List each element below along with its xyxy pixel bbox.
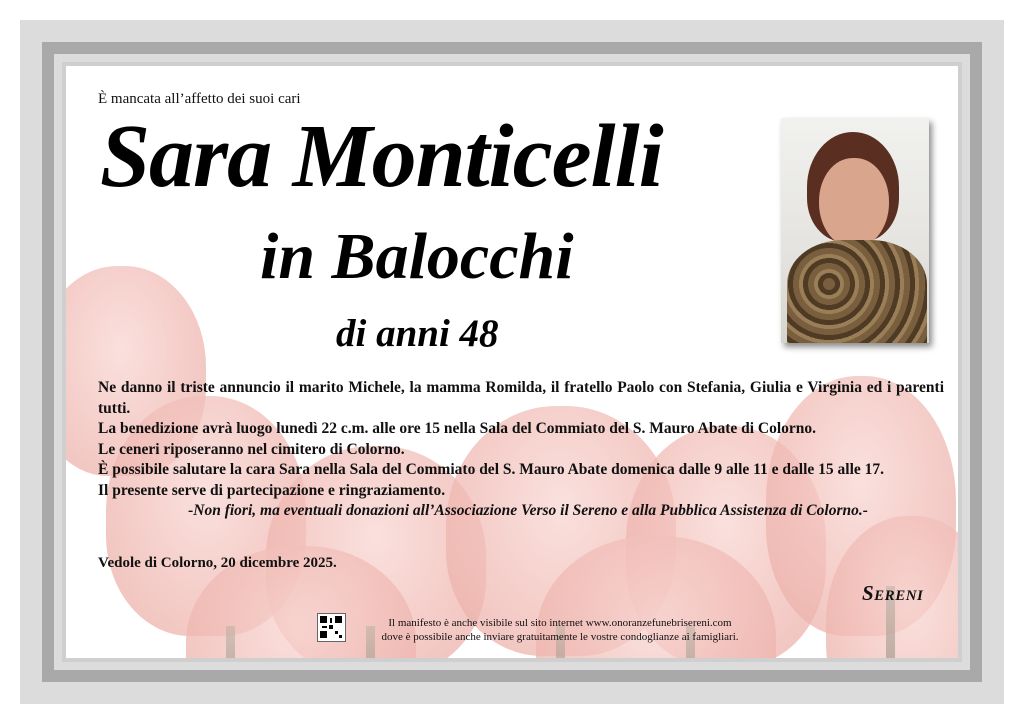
- footer-line: dove è possibile anche inviare gratuitamente le vostre condoglianze ai famigliari.: [381, 631, 739, 643]
- footer-line: Il manifesto è anche visibile sul sito internet www.onoranzefunebrisereni.com: [388, 617, 732, 629]
- place-date: Vedole di Colorno, 20 dicembre 2025.: [98, 555, 337, 571]
- announcement-paragraph: La benedizione avrà luogo lunedì 22 c.m. alle ore 15 nella Sala del Commiato del S. Mauro Abate di Colorno.: [98, 420, 817, 437]
- announcement-paragraph: Ne danno il triste annuncio il marito Michele, la mamma Romilda, il fratello Paolo con Stefania, Giulia e Virginia ed i parenti tutti.: [98, 379, 944, 417]
- portrait-photo: [781, 118, 929, 343]
- donation-note: -Non fiori, ma eventuali donazioni all’Associazione Verso il Sereno e alla Pubblica Assistenza di Colorno.-: [188, 502, 868, 519]
- married-name: in Balocchi: [260, 220, 574, 293]
- deceased-name: Sara Monticelli: [100, 107, 663, 206]
- tulip-stem: [226, 626, 235, 662]
- announcement-paragraph: Le ceneri riposeranno nel cimitero di Colorno.: [98, 440, 405, 458]
- announcement-text: [98, 378, 944, 522]
- intro-line: È mancata all’affetto dei suoi cari: [98, 91, 301, 107]
- funeral-home-signature: Sereni: [862, 581, 924, 605]
- announcement-paragraph: È possibile salutare la cara Sara nella Sala del Commiato del S. Mauro Abate domenica dalle 9 alle 11 e dalle 15 alle 17.: [98, 461, 885, 478]
- announcement-paragraph: Il presente serve di partecipazione e ringraziamento.: [98, 481, 446, 499]
- age-line: di anni 48: [336, 312, 499, 355]
- website-footer: [340, 616, 780, 644]
